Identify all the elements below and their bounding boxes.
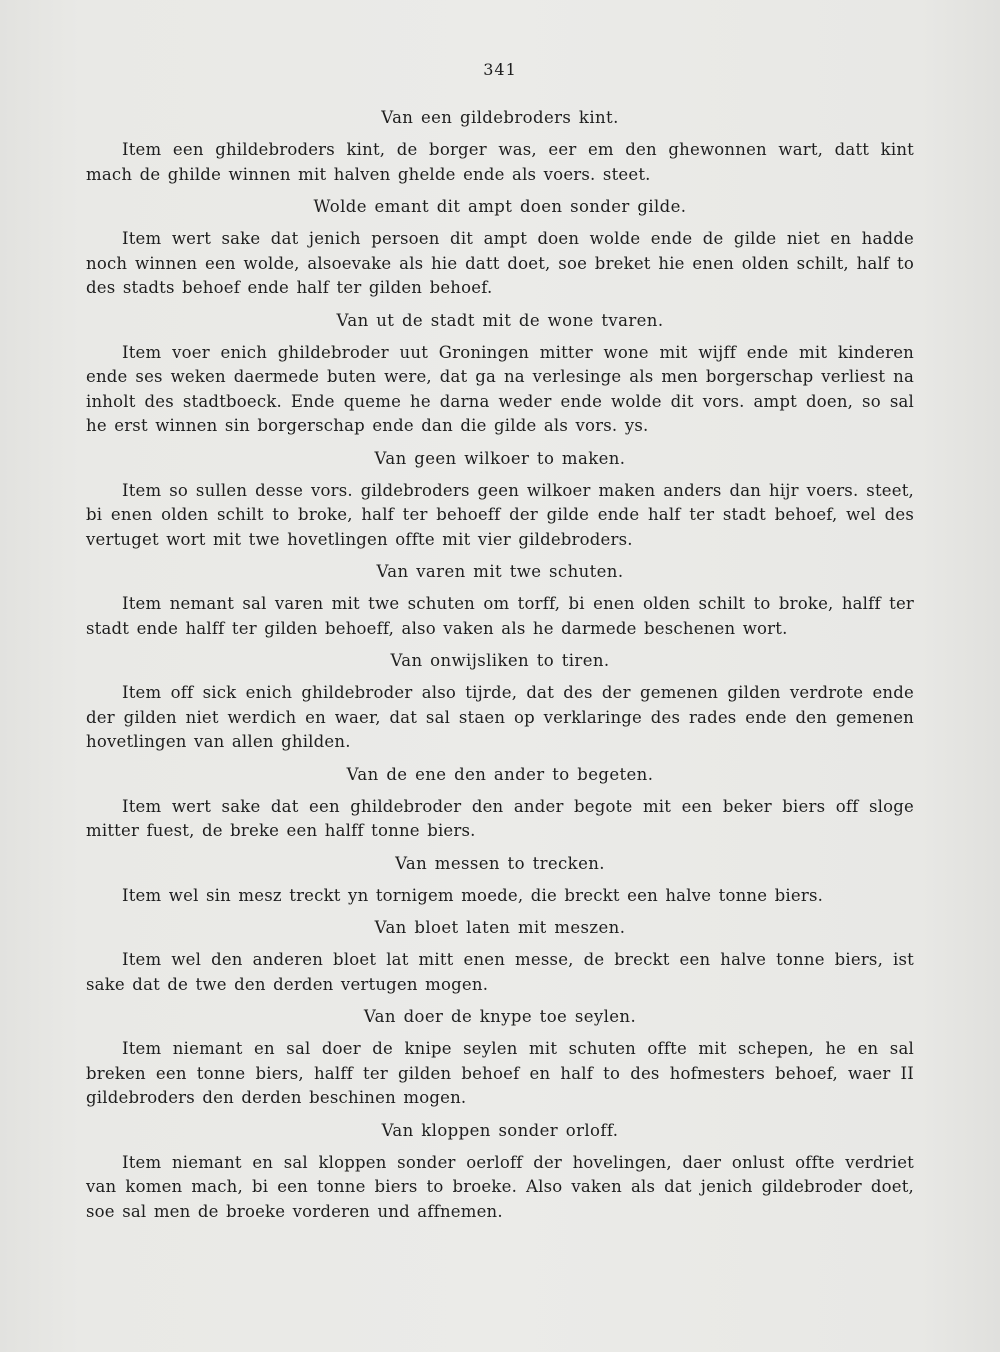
section-title: Van varen mit twe schuten. (376, 562, 624, 581)
section-title: Wolde emant dit ampt doen sonder gilde. (313, 197, 687, 216)
section-body: Item wert sake dat een ghildebroder den ander begote mit een beker biers off sloge mitter fuest, de breke een halff tonne biers. (86, 796, 914, 840)
section-body: Item nemant sal varen mit twe schuten om torff, bi enen olden schilt to broke, halff ter stadt ende halff ter gilden behoeff, also vaken als he darmede beschenen wort. (86, 594, 914, 638)
section-body: Item een ghildebroders kint, de borger was, eer em den ghewonnen wart, datt kint mach de ghilde winnen mit halven ghelde ende als voers. steet. (86, 140, 914, 184)
section-body: Item wel den anderen bloet lat mitt enen messe, de breckt een halve tonne biers, ist sake dat de twe den derden vertugen mogen. (86, 950, 914, 994)
section-title: Van geen wilkoer to maken. (374, 448, 626, 468)
section (86, 447, 914, 553)
section (86, 195, 914, 301)
section (86, 649, 914, 755)
section (86, 560, 914, 641)
section-body: Item off sick enich ghildebroder also tijrde, dat des der gemenen gilden verdrote ende der gilden niet werdich en waer, dat sal staen op verklaringe des rades ende den gemenen hovetlingen van allen ghilden. (86, 683, 914, 751)
section-title: Van messen to trecken. (395, 853, 605, 873)
section-title: Van de ene den ander to begeten. (346, 764, 654, 784)
section-title: Van een gildebroders kint. (381, 108, 619, 127)
section (86, 106, 914, 187)
document-content (86, 106, 914, 1232)
page-number: 341 (483, 60, 517, 79)
section (86, 763, 914, 844)
section-title: Van doer de knype toe seylen. (363, 1007, 637, 1026)
section-title: Van ut de stadt mit de wone tvaren. (336, 310, 664, 330)
section (86, 1119, 914, 1225)
section-title: Van bloet laten mit meszen. (374, 918, 626, 937)
section-body: Item so sullen desse vors. gildebroders geen wilkoer maken anders dan hijr voers. steet, bi enen olden schilt to broke, half ter behoeff der gilde ende half ter stadt behoef, wel des vertuget wort mit twe hovetlingen offte mit vier gildebroders. (86, 480, 914, 549)
section (86, 916, 914, 997)
section-body: Item wert sake dat jenich persoen dit ampt doen wolde ende de gilde niet en hadde noch winnen een wolde, alsoevake als hie datt doet, soe breket hie enen olden schilt, half to des stadts behoef ende half ter gilden behoef. (86, 229, 914, 297)
section (86, 852, 914, 909)
section-title: Van onwijsliken to tiren. (390, 651, 610, 670)
section-body: Item niemant en sal doer de knipe seylen mit schuten offte mit schepen, he en sal breken een tonne biers, halff ter gilden behoef en half to des hofmesters behoef, waer II gildebroders den derden beschinen mogen. (86, 1039, 914, 1107)
section-body: Item wel sin mesz treckt yn tornigem moede, die breckt een halve tonne biers. (122, 885, 824, 905)
section-body: Item niemant en sal kloppen sonder oerloff der hovelingen, daer onlust offte verdriet van komen mach, bi een tonne biers to broeke. Also vaken als dat jenich gildebroder doet, soe sal men de broeke vorderen und affnemen. (86, 1152, 914, 1221)
section (86, 1005, 914, 1111)
section-body: Item voer enich ghildebroder uut Groningen mitter wone mit wijff ende mit kinderen ende ses weken daermede buten were, dat ga na verlesinge als men borgerschap verliest na inholt des stadtboeck. Ende queme he darna weder ende wolde dit vors. ampt doen, so sal he erst winnen sin borgerschap ende dan die gilde als vors. ys. (86, 342, 914, 435)
section (86, 309, 914, 439)
section-title: Van kloppen sonder orloff. (381, 1120, 619, 1140)
